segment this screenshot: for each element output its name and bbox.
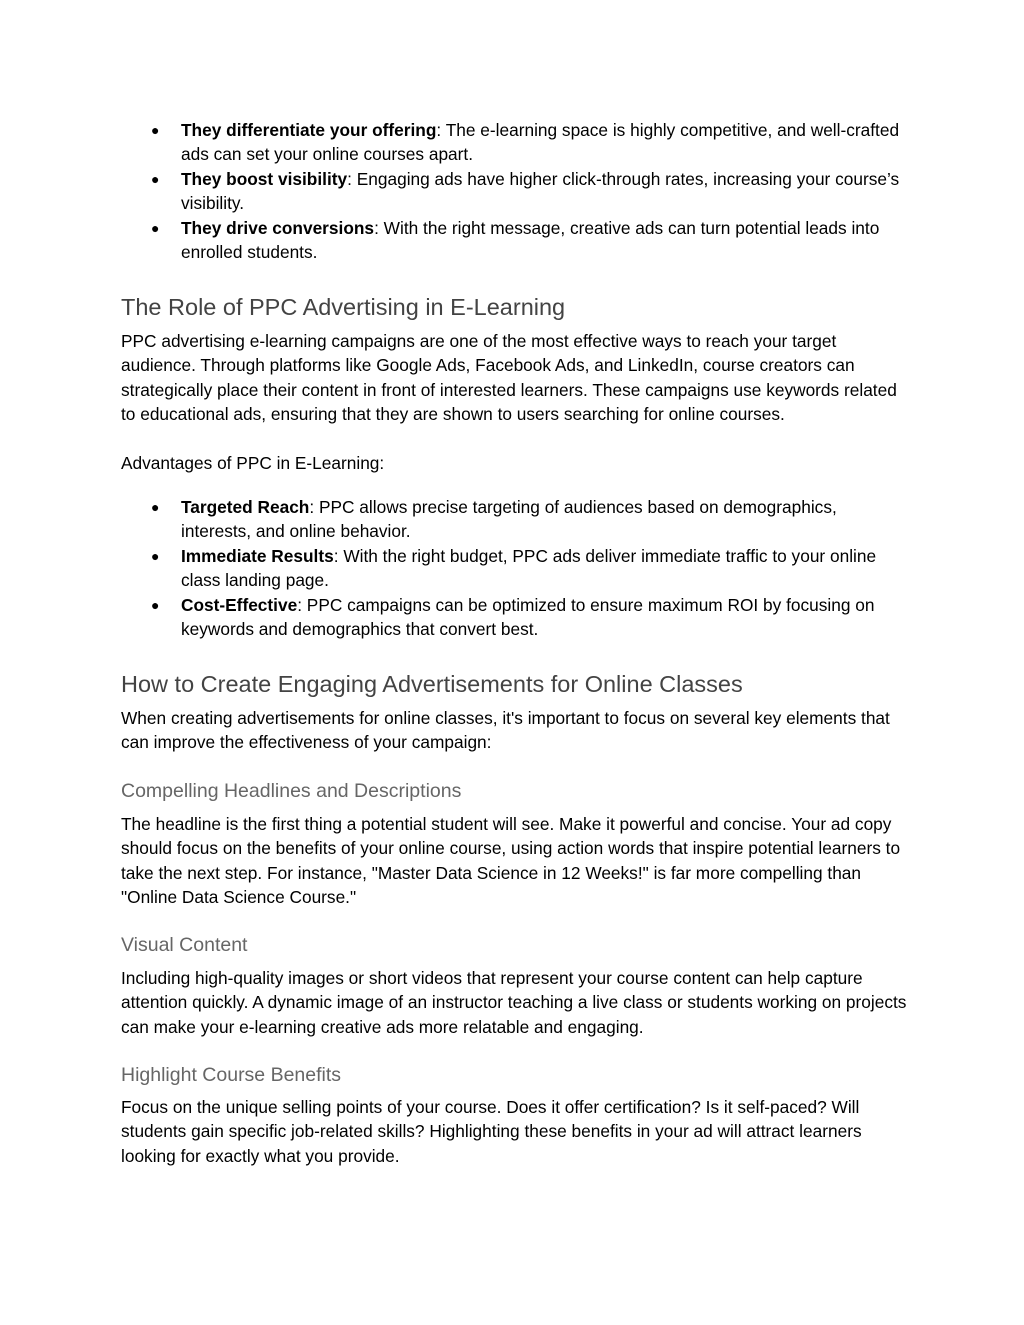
benefits-bullet-list bbox=[121, 118, 911, 264]
ppc-advantages-list bbox=[121, 495, 911, 641]
bullet-text: : With the right budget, PPC ads deliver immediate traffic to your online class landing page. bbox=[181, 545, 877, 591]
subheading-headlines: Compelling Headlines and Descriptions bbox=[121, 780, 462, 802]
list-item bbox=[121, 544, 911, 593]
bullet-text: : Engaging ads have higher click-through rates, increasing your course’s visibility. bbox=[181, 168, 900, 214]
section-heading-ppc: The Role of PPC Advertising in E-Learning bbox=[121, 294, 566, 320]
subheading-visual-content: Visual Content bbox=[121, 934, 248, 956]
bullet-dot-icon: ● bbox=[151, 547, 160, 564]
list-item bbox=[121, 216, 911, 265]
bullet-dot-icon: ● bbox=[151, 499, 160, 515]
list-item bbox=[121, 118, 911, 167]
bullet-bold-term: Cost-Effective bbox=[181, 594, 298, 615]
paragraph-headlines: The headline is the first thing a potential student will see. Make it powerful and concise. Your ad copy should focus on the benefits of your online course, using action words that inspire potential learners to take the next step. For instance, "Master Data Science in 12 Weeks!" is far more compelling than "Online Data Science Course." bbox=[121, 814, 901, 908]
list-item bbox=[121, 593, 911, 642]
bullet-bold-term: Targeted Reach bbox=[181, 497, 310, 517]
subheading-course-benefits: Highlight Course Benefits bbox=[121, 1064, 342, 1086]
bullet-text: : With the right message, creative ads can turn potential leads into enrolled students. bbox=[181, 217, 880, 263]
bullet-dot-icon: ● bbox=[151, 122, 160, 138]
bullet-bold-term: Immediate Results bbox=[181, 545, 334, 566]
advantages-label: Advantages of PPC in E-Learning: bbox=[121, 453, 385, 473]
bullet-text: : PPC allows precise targeting of audiences based on demographics, interests, and online behavior. bbox=[181, 497, 837, 542]
bullet-text: : PPC campaigns can be optimized to ensure maximum ROI by focusing on keywords and demographics that convert best. bbox=[181, 594, 875, 640]
section-paragraph-ppc: PPC advertising e-learning campaigns are one of the most effective ways to reach your target audience. Through platforms like Google Ads, Facebook Ads, and LinkedIn, course creators can strategically place their content in front of interested learners. These campaigns use keywords related to educational ads, ensuring that they are shown to users searching for online courses. bbox=[121, 331, 897, 425]
section-paragraph-create-ads: When creating advertisements for online classes, it's important to focus on several key elements that can improve the effectiveness of your campaign: bbox=[121, 708, 890, 753]
bullet-bold-term: They differentiate your offering bbox=[181, 120, 437, 140]
list-item bbox=[121, 167, 911, 216]
bullet-bold-term: They boost visibility bbox=[181, 168, 348, 189]
list-item bbox=[121, 495, 911, 544]
paragraph-course-benefits: Focus on the unique selling points of your course. Does it offer certification? Is it self-paced? Will students gain specific job-related skills? Highlighting these benefits in your ad will attract learners looking for exactly what you provide. bbox=[121, 1097, 862, 1166]
bullet-dot-icon: ● bbox=[151, 170, 160, 187]
section-heading-create-ads: How to Create Engaging Advertisements for Online Classes bbox=[121, 671, 743, 697]
paragraph-visual-content: Including high-quality images or short videos that represent your course content can help capture attention quickly. A dynamic image of an instructor teaching a live class or students working on projects can make your e-learning creative ads more relatable and engaging. bbox=[121, 968, 907, 1037]
bullet-dot-icon: ● bbox=[151, 596, 160, 613]
bullet-dot-icon: ● bbox=[151, 219, 160, 236]
bullet-bold-term: They drive conversions bbox=[181, 217, 375, 238]
bullet-text: : The e-learning space is highly competitive, and well-crafted ads can set your online courses apart. bbox=[181, 120, 900, 165]
